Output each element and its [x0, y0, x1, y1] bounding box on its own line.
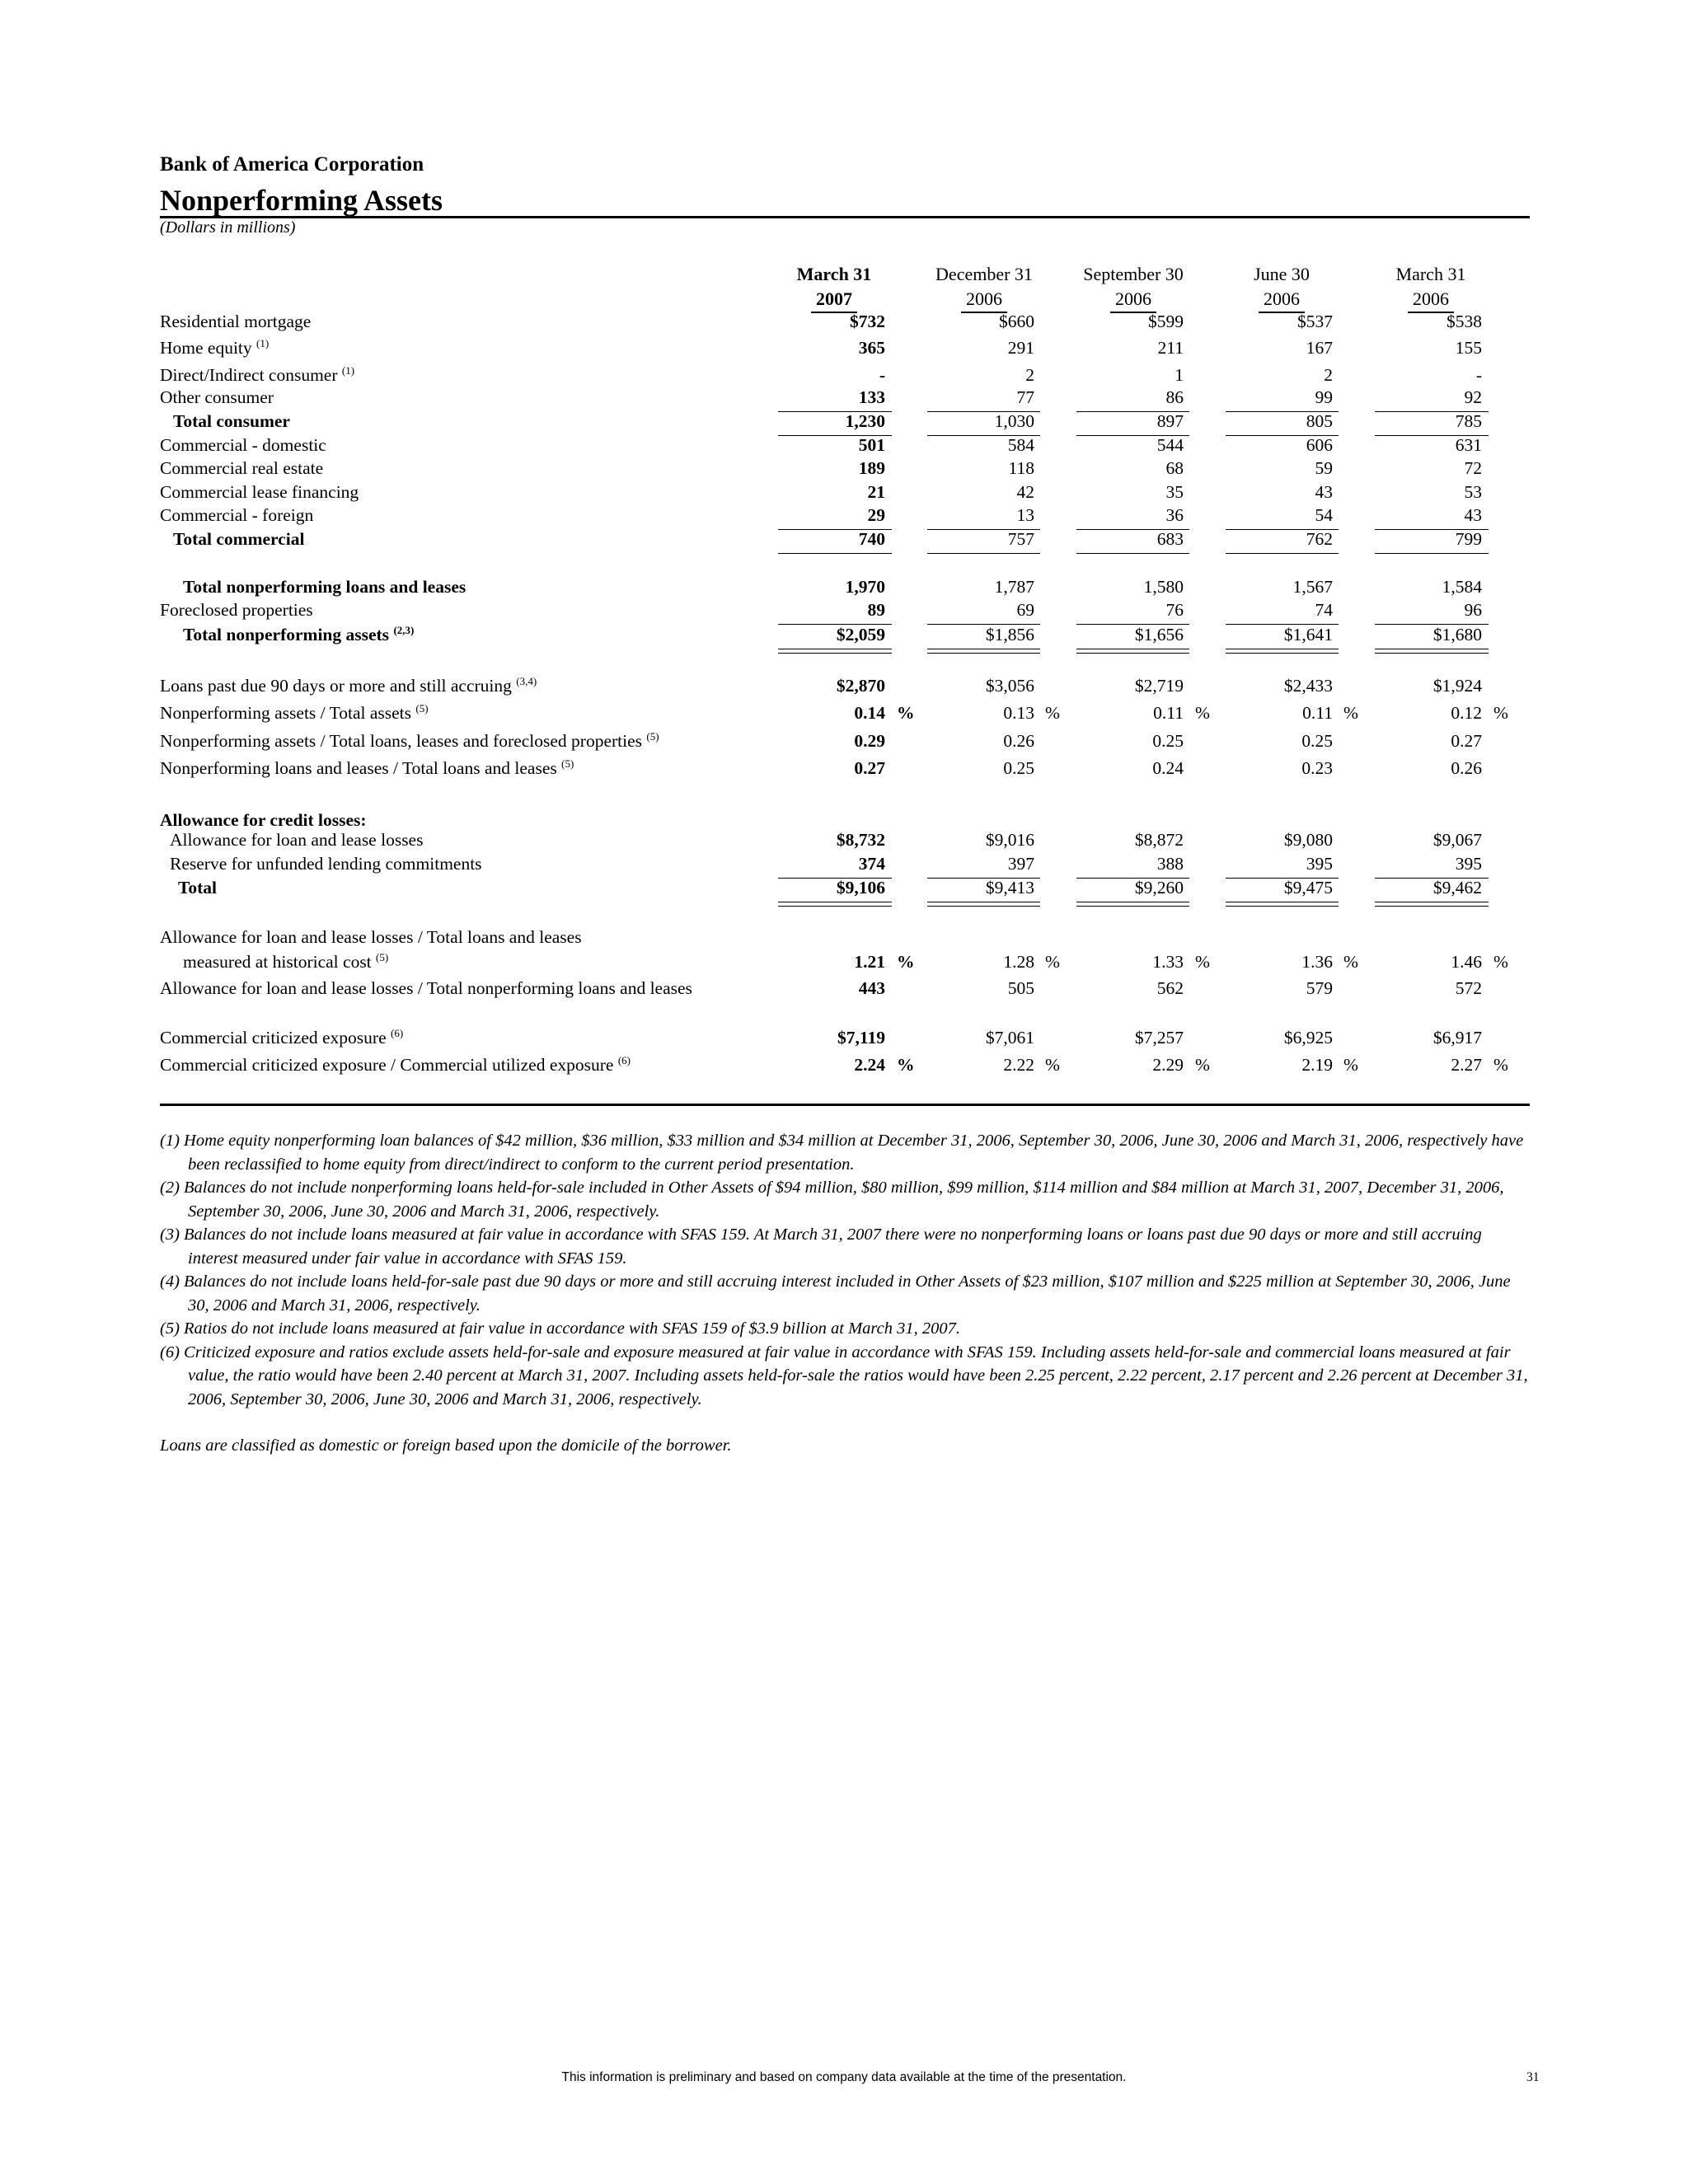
value-cell: 572 — [1455, 978, 1482, 998]
value-cell: 762 — [1306, 529, 1333, 549]
row-label-text: Allowance for loan and lease losses — [170, 830, 424, 850]
closing-note: Loans are classified as domestic or foreign based upon the domicile of the borrower. — [160, 1436, 732, 1455]
footer-disclaimer: This information is preliminary and based on company data available at the time of the presentation. — [561, 2070, 1127, 2084]
column-header-year: 2006 — [961, 288, 1007, 313]
page-title: Nonperforming Assets — [160, 184, 443, 217]
table-row — [0, 978, 1688, 1003]
table-row — [0, 435, 1688, 460]
value-cell: $660 — [999, 312, 1034, 331]
column-header-date: June 30 — [1254, 264, 1310, 284]
footnote-reference: (5) — [561, 757, 574, 770]
table-row — [0, 830, 1688, 855]
double-underline — [778, 649, 892, 654]
double-underline — [1226, 649, 1339, 654]
row-label-text: Direct/Indirect consumer — [160, 365, 338, 385]
value-cell: 1,970 — [845, 577, 885, 597]
value-cell: 59 — [1315, 458, 1333, 478]
table-row — [0, 625, 1688, 649]
value-cell: $9,106 — [836, 878, 885, 898]
row-label-text: Commercial - domestic — [160, 435, 326, 455]
row-label-text: Residential mortgage — [160, 312, 312, 331]
value-cell: $1,656 — [1134, 625, 1184, 644]
value-cell: 1.46 — [1451, 952, 1482, 972]
footnote-reference: (5) — [376, 950, 389, 963]
row-label — [160, 435, 326, 456]
value-cell: 0.29 — [854, 731, 885, 751]
row-label-text: Nonperforming assets / Total assets — [160, 703, 412, 723]
row-label — [160, 1028, 403, 1048]
value-cell: $1,680 — [1432, 625, 1482, 644]
percent-unit: % — [1045, 1055, 1060, 1075]
table-row — [0, 482, 1688, 507]
footnote-list — [160, 1129, 1528, 1411]
value-cell: - — [1475, 365, 1482, 385]
row-label-text: Commercial - foreign — [160, 505, 314, 525]
value-cell: 0.25 — [1152, 731, 1184, 751]
double-underline — [778, 902, 892, 907]
table-row — [0, 1028, 1688, 1052]
footnote: (6) Criticized exposure and ratios exclude assets held-for-sale and exposure measured at fair value in accordance with SFAS 159. Including assets held-for-sale and commercial loans measured at fair value, the ratio would have been 2.40 percent at March 31, 2007. Including assets held-for-sale the ratios would have been 2.25 percent, 2.22 percent, 2.17 percent and 2.26 percent at December 31, 2006, September 30, 2006, June 30, 2006 and March 31, 2006, respectively. — [160, 1343, 1528, 1408]
value-cell: 118 — [1008, 458, 1034, 478]
row-label — [160, 387, 274, 408]
value-cell: 395 — [1455, 854, 1482, 874]
value-cell: 1,584 — [1442, 577, 1482, 597]
value-cell: 36 — [1165, 505, 1184, 525]
value-cell: 365 — [858, 338, 885, 358]
value-cell: 0.14 — [854, 703, 885, 723]
table-row — [0, 854, 1688, 879]
underline — [1375, 553, 1489, 554]
value-cell: 1,787 — [994, 577, 1034, 597]
table-row — [0, 411, 1688, 436]
value-cell: 606 — [1306, 435, 1333, 455]
value-cell: 96 — [1464, 600, 1482, 620]
value-cell: 189 — [858, 458, 885, 478]
row-label-text: Other consumer — [160, 387, 274, 407]
double-underline — [1076, 902, 1189, 907]
double-underline — [1226, 902, 1339, 907]
column-header — [760, 264, 908, 313]
row-label — [160, 482, 359, 503]
value-cell: 167 — [1306, 338, 1333, 358]
row-label-text: Total nonperforming assets — [183, 625, 390, 644]
value-cell: 0.26 — [1451, 758, 1482, 778]
value-cell: 0.27 — [854, 758, 885, 778]
value-cell: $1,641 — [1283, 625, 1333, 644]
column-header-date: March 31 — [796, 264, 872, 284]
value-cell: 74 — [1315, 600, 1333, 620]
page-number: 31 — [1526, 2070, 1540, 2084]
value-cell: 0.11 — [1153, 703, 1184, 723]
percent-unit: % — [897, 703, 915, 723]
table-row — [0, 878, 1688, 902]
footnote: (1) Home equity nonperforming loan balances of $42 million, $36 million, $33 million and $34 million at December 31, 2006, September 30, 2006, June 30, 2006 and March 31, 2006, respectively have been reclassified to home equity from direct/indirect to conform to the current period presentation. — [160, 1132, 1524, 1174]
value-cell: 0.25 — [1003, 758, 1034, 778]
value-cell: 2 — [1324, 365, 1333, 385]
percent-unit: % — [897, 952, 915, 972]
value-cell: $538 — [1447, 312, 1482, 331]
table-row — [0, 600, 1688, 625]
value-cell: $9,462 — [1432, 878, 1482, 898]
title-rule — [160, 216, 1530, 218]
row-label — [170, 830, 423, 851]
table-row — [0, 758, 1688, 783]
value-cell: $9,016 — [985, 830, 1034, 850]
footnote-reference: (3,4) — [516, 674, 537, 687]
value-cell: 0.25 — [1301, 731, 1333, 751]
value-cell: 133 — [858, 387, 885, 407]
table-row — [0, 1055, 1688, 1080]
value-cell: 291 — [1007, 338, 1034, 358]
value-cell: $537 — [1297, 312, 1333, 331]
value-cell: 68 — [1165, 458, 1184, 478]
value-cell: $2,433 — [1283, 676, 1333, 696]
column-header — [910, 264, 1058, 313]
table-row — [0, 927, 1688, 952]
column-header-year: 2006 — [1408, 288, 1454, 313]
value-cell: $9,260 — [1134, 878, 1184, 898]
units-subtitle: (Dollars in millions) — [160, 218, 296, 237]
value-cell: 13 — [1016, 505, 1034, 525]
percent-unit: % — [1493, 703, 1508, 723]
value-cell: 740 — [858, 529, 885, 549]
row-label-text: Allowance for credit losses: — [160, 810, 367, 830]
row-label-text: Nonperforming assets / Total loans, leases and foreclosed properties — [160, 731, 643, 751]
percent-unit: % — [1195, 1055, 1210, 1075]
value-cell: 155 — [1455, 338, 1482, 358]
underline — [1076, 553, 1189, 554]
value-cell: $8,872 — [1134, 830, 1184, 850]
value-cell: $2,719 — [1134, 676, 1184, 696]
value-cell: 785 — [1455, 411, 1482, 431]
footnote-reference: (2,3) — [393, 623, 415, 636]
value-cell: 211 — [1157, 338, 1184, 358]
value-cell: 1,230 — [845, 411, 885, 431]
value-cell: $3,056 — [985, 676, 1034, 696]
double-underline — [1076, 649, 1189, 654]
footnote-reference: (6) — [617, 1053, 631, 1066]
value-cell: 2 — [1025, 365, 1034, 385]
row-label — [160, 600, 313, 621]
value-cell: 579 — [1306, 978, 1333, 998]
value-cell: 2.22 — [1003, 1055, 1034, 1075]
row-label — [160, 505, 313, 526]
row-label — [173, 411, 290, 432]
value-cell: 2.29 — [1152, 1055, 1184, 1075]
percent-unit: % — [1045, 703, 1060, 723]
value-cell: 2.24 — [854, 1055, 885, 1075]
percent-unit: % — [1343, 1055, 1358, 1075]
column-header-year: 2006 — [1110, 288, 1156, 313]
value-cell: 86 — [1165, 387, 1184, 407]
value-cell: 1,030 — [994, 411, 1034, 431]
footnote: (3) Balances do not include loans measured at fair value in accordance with SFAS 159. At March 31, 2007 there were no nonperforming loans or loans past due 90 days or more and still accruing interest measured under fair value in accordance with SFAS 159. — [160, 1226, 1482, 1268]
value-cell: $732 — [850, 312, 885, 331]
row-label — [160, 458, 323, 479]
value-cell: 0.13 — [1003, 703, 1034, 723]
footnote: (5) Ratios do not include loans measured at fair value in accordance with SFAS 159 of $3.9 billion at March 31, 2007. — [160, 1319, 960, 1338]
value-cell: 2.27 — [1451, 1055, 1482, 1075]
value-cell: 805 — [1306, 411, 1333, 431]
row-label — [160, 365, 354, 386]
table-row — [0, 703, 1688, 728]
table-row — [0, 365, 1688, 390]
value-cell: $1,856 — [985, 625, 1034, 644]
percent-unit: % — [1195, 703, 1210, 723]
table-row — [0, 529, 1688, 554]
row-label-text: measured at historical cost — [183, 952, 372, 972]
footnotes — [160, 1129, 1528, 1458]
value-cell: 43 — [1464, 505, 1482, 525]
value-cell: 54 — [1315, 505, 1333, 525]
value-cell: 53 — [1464, 482, 1482, 502]
underline — [778, 553, 892, 554]
value-cell: 1.21 — [854, 952, 885, 972]
value-cell: 757 — [1007, 529, 1034, 549]
row-label-text: Loans past due 90 days or more and still accruing — [160, 676, 512, 696]
column-header — [1207, 264, 1356, 313]
value-cell: 505 — [1007, 978, 1034, 998]
value-cell: 89 — [867, 600, 885, 620]
value-cell: $7,257 — [1134, 1028, 1184, 1047]
value-cell: 1.33 — [1152, 952, 1184, 972]
value-cell: $599 — [1148, 312, 1184, 331]
double-underline — [927, 902, 1040, 907]
row-label-text: Commercial lease financing — [160, 482, 359, 502]
row-label — [183, 625, 414, 645]
percent-unit: % — [1045, 952, 1060, 972]
column-header-date: December 31 — [935, 264, 1033, 284]
value-cell: $9,080 — [1283, 830, 1333, 850]
footnote-reference: (5) — [415, 701, 429, 715]
table-row — [0, 387, 1688, 412]
value-cell: $7,119 — [837, 1028, 885, 1047]
value-cell: 562 — [1156, 978, 1184, 998]
column-header — [1059, 264, 1207, 313]
value-cell: 443 — [858, 978, 885, 998]
value-cell: 29 — [867, 505, 885, 525]
row-label-text: Allowance for loan and lease losses / Total nonperforming loans and leases — [160, 978, 692, 998]
row-label — [160, 810, 367, 831]
value-cell: 374 — [858, 854, 885, 874]
table-row — [0, 458, 1688, 483]
row-label — [160, 978, 692, 999]
row-label-text: Total commercial — [173, 529, 305, 549]
value-cell: $2,870 — [836, 676, 885, 696]
row-label-text: Reserve for unfunded lending commitments — [170, 854, 482, 874]
row-label — [160, 338, 269, 359]
value-cell: 1.28 — [1003, 952, 1034, 972]
value-cell: 897 — [1156, 411, 1184, 431]
value-cell: 501 — [858, 435, 885, 455]
table-row — [0, 312, 1688, 336]
value-cell: 69 — [1016, 600, 1034, 620]
percent-unit: % — [897, 1055, 915, 1075]
value-cell: 35 — [1165, 482, 1184, 502]
percent-unit: % — [1493, 952, 1508, 972]
row-label-text: Commercial criticized exposure — [160, 1028, 387, 1047]
table-row — [0, 676, 1688, 701]
value-cell: 92 — [1464, 387, 1482, 407]
footnote-reference: (6) — [390, 1026, 404, 1039]
value-cell: 544 — [1156, 435, 1184, 455]
row-label-text: Commercial criticized exposure / Commercial utilized exposure — [160, 1055, 614, 1075]
column-header-date: September 30 — [1083, 264, 1184, 284]
footnote-reference: (1) — [256, 336, 270, 349]
column-header-year: 2006 — [1259, 288, 1305, 313]
value-cell: 1.36 — [1301, 952, 1333, 972]
value-cell: 584 — [1007, 435, 1034, 455]
underline — [1226, 553, 1339, 554]
row-label — [160, 927, 582, 948]
value-cell: $9,475 — [1283, 878, 1333, 898]
column-header — [1357, 264, 1505, 313]
double-underline — [927, 649, 1040, 654]
row-label-text: Commercial real estate — [160, 458, 324, 478]
row-label-text: Nonperforming loans and leases / Total loans and leases — [160, 758, 557, 778]
row-label-text: Home equity — [160, 338, 252, 358]
row-label — [160, 1055, 631, 1076]
row-label-text: Total consumer — [173, 411, 290, 431]
row-label — [160, 703, 429, 724]
row-label-text: Allowance for loan and lease losses / Total loans and leases — [160, 927, 582, 947]
value-cell: 77 — [1016, 387, 1034, 407]
value-cell: $9,413 — [985, 878, 1034, 898]
footnote: (2) Balances do not include nonperforming loans held-for-sale included in Other Assets of $94 million, $80 million, $99 million, $114 million and $84 million at March 31, 2007, December 31, 2006, September 30, 2006, June 30, 2006 and March 31, 2006, respectively. — [160, 1179, 1504, 1221]
percent-unit: % — [1343, 703, 1358, 723]
value-cell: - — [879, 365, 885, 385]
value-cell: 72 — [1464, 458, 1482, 478]
value-cell: 42 — [1016, 482, 1034, 502]
row-label — [160, 731, 659, 752]
underline — [927, 553, 1040, 554]
row-label — [160, 758, 574, 779]
row-label — [160, 676, 537, 696]
table-row — [0, 577, 1688, 602]
footnote: (4) Balances do not include loans held-for-sale past due 90 days or more and still accruing interest included in Other Assets of $23 million, $107 million and $225 million at September 30, 2006, June 30, 2006 and March 31, 2006, respectively. — [160, 1272, 1511, 1315]
value-cell: 0.24 — [1152, 758, 1184, 778]
row-label-text: Total nonperforming loans and leases — [183, 577, 467, 597]
row-label — [173, 529, 304, 550]
double-underline — [1375, 902, 1489, 907]
value-cell: $1,924 — [1432, 676, 1482, 696]
value-cell: 2.19 — [1301, 1055, 1333, 1075]
value-cell: 1,580 — [1143, 577, 1184, 597]
row-label — [160, 312, 311, 332]
row-label-text: Total — [178, 878, 217, 898]
value-cell: 1,567 — [1292, 577, 1333, 597]
value-cell: $8,732 — [836, 830, 885, 850]
column-header-year: 2007 — [811, 288, 857, 313]
value-cell: 799 — [1455, 529, 1482, 549]
value-cell: 99 — [1315, 387, 1333, 407]
value-cell: 0.27 — [1451, 731, 1482, 751]
value-cell: 1 — [1175, 365, 1184, 385]
value-cell: 631 — [1455, 435, 1482, 455]
value-cell: 43 — [1315, 482, 1333, 502]
value-cell: $6,917 — [1432, 1028, 1482, 1047]
value-cell: 397 — [1007, 854, 1034, 874]
table-row — [0, 731, 1688, 756]
footnote-reference: (5) — [646, 729, 659, 743]
value-cell: 388 — [1156, 854, 1184, 874]
value-cell: 76 — [1165, 600, 1184, 620]
table-row — [0, 952, 1688, 977]
row-label — [170, 854, 482, 874]
percent-unit: % — [1493, 1055, 1508, 1075]
footnote-reference: (1) — [341, 363, 355, 377]
percent-unit: % — [1343, 952, 1358, 972]
value-cell: 0.11 — [1302, 703, 1333, 723]
table-row — [0, 338, 1688, 363]
value-cell: 683 — [1156, 529, 1184, 549]
table-row — [0, 505, 1688, 530]
row-label-text: Foreclosed properties — [160, 600, 313, 620]
value-cell: 0.23 — [1301, 758, 1333, 778]
row-label — [183, 577, 466, 598]
row-label — [178, 878, 217, 898]
double-underline — [1375, 649, 1489, 654]
row-label — [183, 952, 388, 972]
value-cell: 0.12 — [1451, 703, 1482, 723]
value-cell: 0.26 — [1003, 731, 1034, 751]
value-cell: $6,925 — [1283, 1028, 1333, 1047]
value-cell: $9,067 — [1432, 830, 1482, 850]
table-bottom-rule — [160, 1104, 1530, 1106]
column-header-date: March 31 — [1395, 264, 1466, 284]
value-cell: $2,059 — [836, 625, 885, 644]
value-cell: 21 — [867, 482, 885, 502]
percent-unit: % — [1195, 952, 1210, 972]
value-cell: 395 — [1306, 854, 1333, 874]
company-name: Bank of America Corporation — [160, 153, 424, 176]
value-cell: $7,061 — [985, 1028, 1034, 1047]
